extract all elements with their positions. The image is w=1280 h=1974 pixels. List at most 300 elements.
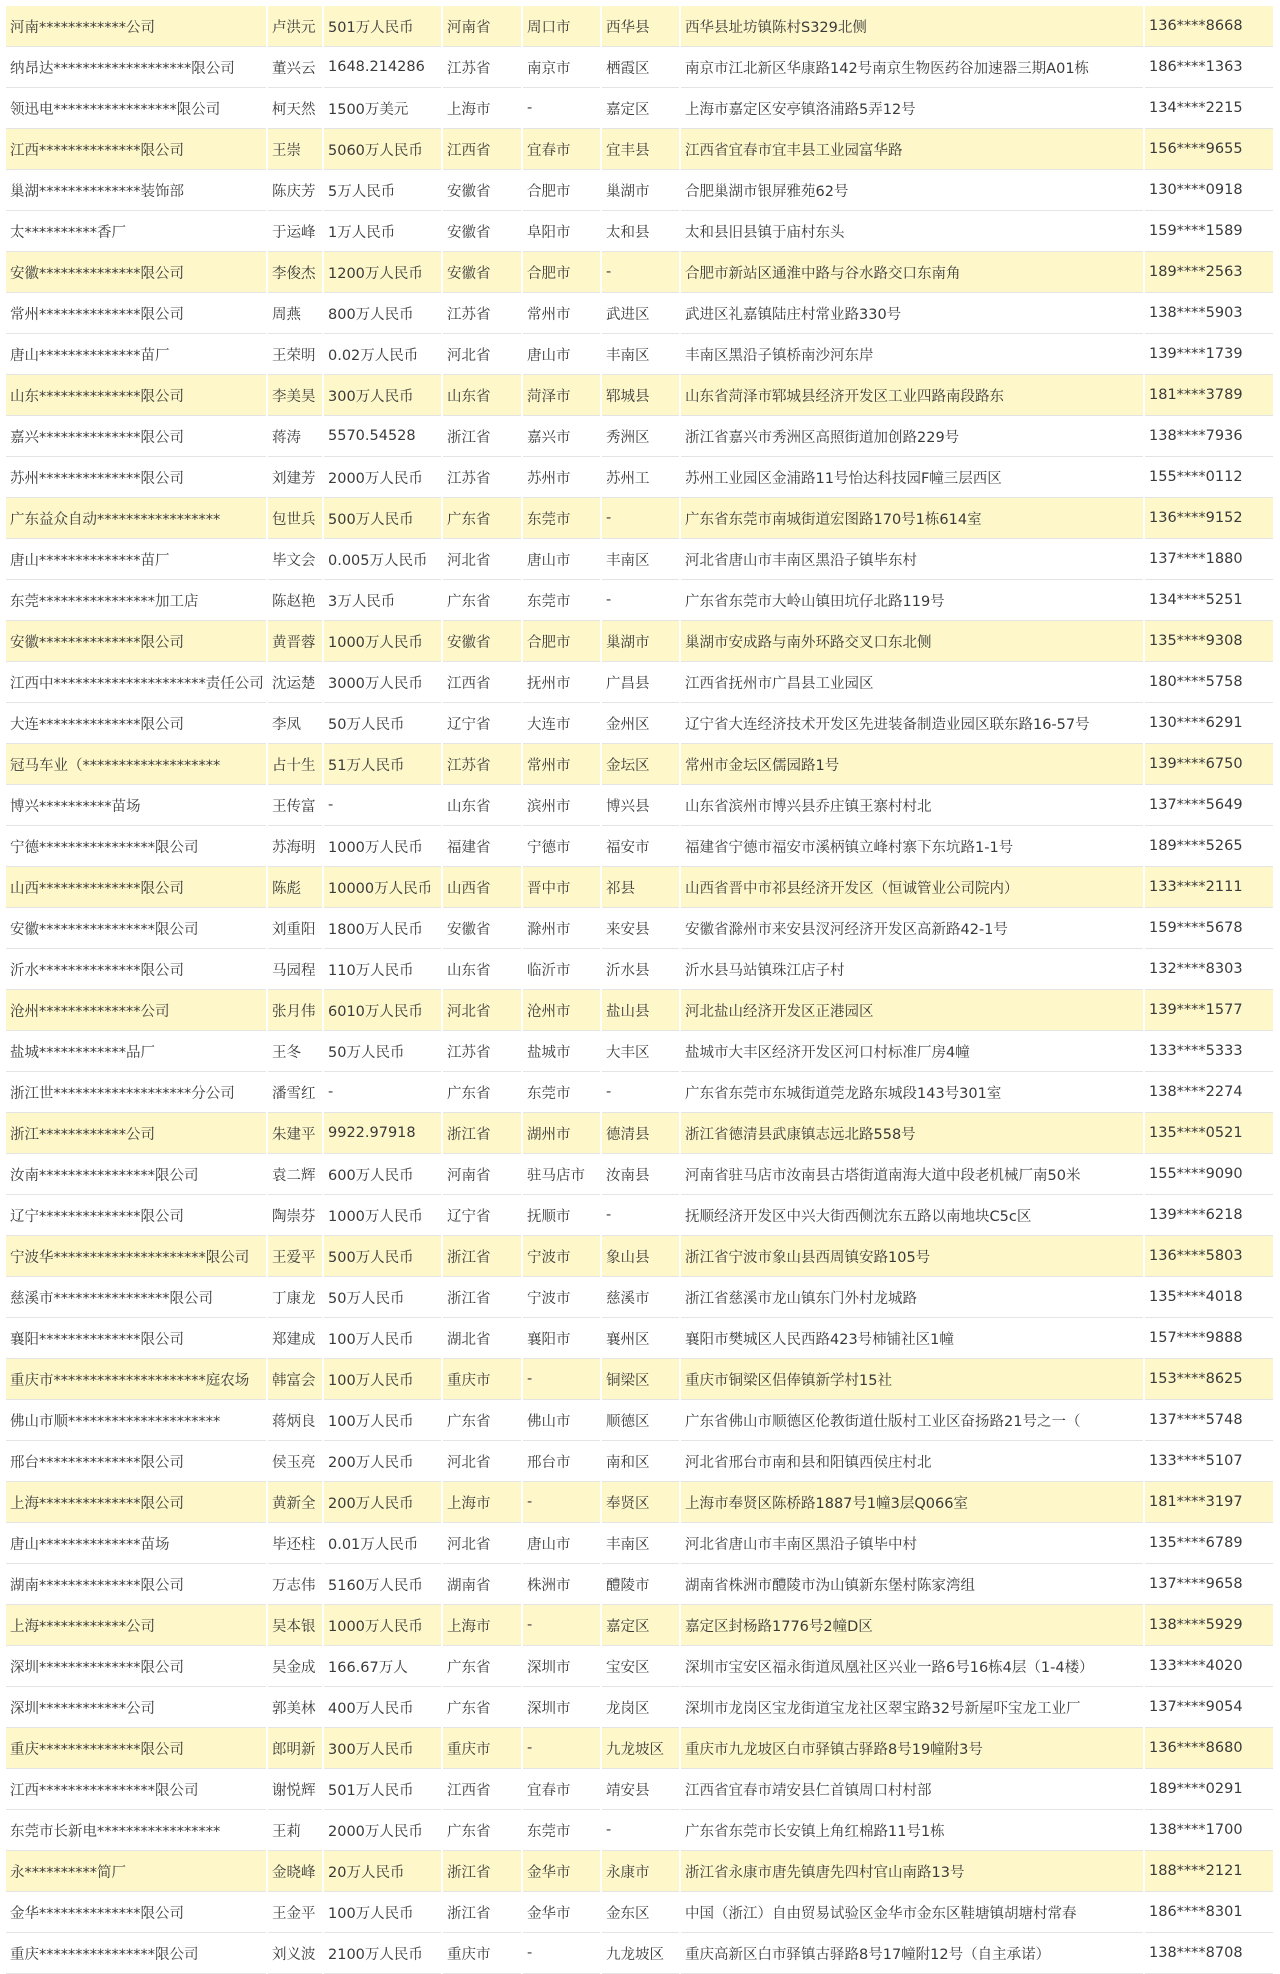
company-name-cell: 慈溪市****************限公司	[6, 1277, 267, 1318]
phone-cell: 133****4020	[1144, 1646, 1274, 1687]
province-cell: 福建省	[442, 826, 522, 867]
district-cell: 襄州区	[601, 1318, 680, 1359]
table-row	[6, 826, 1274, 867]
company-name-cell: 邢台**************限公司	[6, 1441, 267, 1482]
phone-cell: 181****3789	[1144, 375, 1274, 416]
legal-rep-cell: 李凤	[267, 703, 323, 744]
registered-capital-cell: 166.67万人	[323, 1646, 442, 1687]
company-name-cell: 巢湖**************装饰部	[6, 170, 267, 211]
legal-rep-cell: 董兴云	[267, 47, 323, 88]
table-row	[6, 334, 1274, 375]
registered-capital-cell: 1000万人民币	[323, 621, 442, 662]
table-row	[6, 47, 1274, 88]
address-cell: 巢湖市安成路与南外环路交叉口东北侧	[680, 621, 1144, 662]
table-row	[6, 908, 1274, 949]
address-cell: 河北省唐山市丰南区黑沿子镇毕东村	[680, 539, 1144, 580]
province-cell: 浙江省	[442, 1851, 522, 1892]
legal-rep-cell: 朱建平	[267, 1113, 323, 1154]
address-cell: 合肥市新站区通淮中路与谷水路交口东南角	[680, 252, 1144, 293]
legal-rep-cell: 卢洪元	[267, 6, 323, 47]
district-cell: 祁县	[601, 867, 680, 908]
table-row	[6, 416, 1274, 457]
registered-capital-cell: 50万人民币	[323, 703, 442, 744]
phone-cell: 189****0291	[1144, 1769, 1274, 1810]
registered-capital-cell: 51万人民币	[323, 744, 442, 785]
table-row	[6, 621, 1274, 662]
district-cell: -	[601, 252, 680, 293]
registered-capital-cell: 100万人民币	[323, 1892, 442, 1933]
city-cell: 株洲市	[522, 1564, 601, 1605]
legal-rep-cell: 刘义波	[267, 1933, 323, 1974]
district-cell: 慈溪市	[601, 1277, 680, 1318]
phone-cell: 153****8625	[1144, 1359, 1274, 1400]
legal-rep-cell: 王荣明	[267, 334, 323, 375]
table-row	[6, 1646, 1274, 1687]
district-cell: 宝安区	[601, 1646, 680, 1687]
company-name-cell: 东莞市长新电*****************	[6, 1810, 267, 1851]
table-row	[6, 1687, 1274, 1728]
table-row	[6, 1277, 1274, 1318]
phone-cell: 138****5903	[1144, 293, 1274, 334]
legal-rep-cell: 于运峰	[267, 211, 323, 252]
province-cell: 山西省	[442, 867, 522, 908]
province-cell: 安徽省	[442, 252, 522, 293]
province-cell: 山东省	[442, 949, 522, 990]
province-cell: 辽宁省	[442, 1195, 522, 1236]
district-cell: 铜梁区	[601, 1359, 680, 1400]
table-row	[6, 457, 1274, 498]
city-cell: -	[522, 1482, 601, 1523]
city-cell: -	[522, 1605, 601, 1646]
company-name-cell: 常州**************限公司	[6, 293, 267, 334]
district-cell: 丰南区	[601, 1523, 680, 1564]
company-table-container	[6, 6, 1274, 1974]
district-cell: 巢湖市	[601, 621, 680, 662]
address-cell: 河南省驻马店市汝南县古塔街道南海大道中段老机械厂南50米	[680, 1154, 1144, 1195]
phone-cell: 137****9054	[1144, 1687, 1274, 1728]
district-cell: 顺德区	[601, 1400, 680, 1441]
legal-rep-cell: 周燕	[267, 293, 323, 334]
city-cell: 沧州市	[522, 990, 601, 1031]
district-cell: 丰南区	[601, 334, 680, 375]
city-cell: 合肥市	[522, 252, 601, 293]
phone-cell: 136****9152	[1144, 498, 1274, 539]
district-cell: 宜丰县	[601, 129, 680, 170]
company-name-cell: 浙江世*******************分公司	[6, 1072, 267, 1113]
legal-rep-cell: 陶崇芬	[267, 1195, 323, 1236]
address-cell: 武进区礼嘉镇陆庄村常业路330号	[680, 293, 1144, 334]
address-cell: 山东省滨州市博兴县乔庄镇王寨村村北	[680, 785, 1144, 826]
address-cell: 苏州工业园区金浦路11号怡达科技园F幢三层西区	[680, 457, 1144, 498]
city-cell: 湖州市	[522, 1113, 601, 1154]
address-cell: 湖南省株洲市醴陵市沩山镇新东堡村陈家湾组	[680, 1564, 1144, 1605]
table-row	[6, 1318, 1274, 1359]
district-cell: 奉贤区	[601, 1482, 680, 1523]
legal-rep-cell: 吴本银	[267, 1605, 323, 1646]
registered-capital-cell: 5060万人民币	[323, 129, 442, 170]
registered-capital-cell: 500万人民币	[323, 1236, 442, 1277]
address-cell: 辽宁省大连经济技术开发区先进装备制造业园区联东路16-57号	[680, 703, 1144, 744]
province-cell: 上海市	[442, 1605, 522, 1646]
district-cell: 金州区	[601, 703, 680, 744]
phone-cell: 137****5748	[1144, 1400, 1274, 1441]
address-cell: 福建省宁德市福安市溪柄镇立峰村寨下东坑路1-1号	[680, 826, 1144, 867]
registered-capital-cell: -	[323, 1072, 442, 1113]
city-cell: 晋中市	[522, 867, 601, 908]
registered-capital-cell: 300万人民币	[323, 1728, 442, 1769]
city-cell: 合肥市	[522, 170, 601, 211]
registered-capital-cell: 50万人民币	[323, 1031, 442, 1072]
company-name-cell: 上海************公司	[6, 1605, 267, 1646]
province-cell: 江西省	[442, 1769, 522, 1810]
company-name-cell: 重庆****************限公司	[6, 1933, 267, 1974]
province-cell: 湖南省	[442, 1564, 522, 1605]
province-cell: 广东省	[442, 580, 522, 621]
registered-capital-cell: 200万人民币	[323, 1482, 442, 1523]
city-cell: 东莞市	[522, 1072, 601, 1113]
company-name-cell: 领迅电*****************限公司	[6, 88, 267, 129]
province-cell: 山东省	[442, 375, 522, 416]
company-name-cell: 深圳************公司	[6, 1687, 267, 1728]
phone-cell: 186****8301	[1144, 1892, 1274, 1933]
address-cell: 浙江省永康市唐先镇唐先四村官山南路13号	[680, 1851, 1144, 1892]
province-cell: 山东省	[442, 785, 522, 826]
registered-capital-cell: 501万人民币	[323, 6, 442, 47]
legal-rep-cell: 包世兵	[267, 498, 323, 539]
phone-cell: 138****2274	[1144, 1072, 1274, 1113]
registered-capital-cell: 1000万人民币	[323, 1195, 442, 1236]
table-row	[6, 662, 1274, 703]
company-name-cell: 重庆市*********************庭农场	[6, 1359, 267, 1400]
city-cell: 唐山市	[522, 539, 601, 580]
company-name-cell: 太**********香厂	[6, 211, 267, 252]
address-cell: 江西省宜春市靖安县仁首镇周口村村部	[680, 1769, 1144, 1810]
company-name-cell: 东莞****************加工店	[6, 580, 267, 621]
province-cell: 浙江省	[442, 1113, 522, 1154]
address-cell: 河北省唐山市丰南区黑沿子镇毕中村	[680, 1523, 1144, 1564]
address-cell: 抚顺经济开发区中兴大街西侧沈东五路以南地块C5c区	[680, 1195, 1144, 1236]
table-row	[6, 211, 1274, 252]
address-cell: 重庆高新区白市驿镇古驿路8号17幢附12号（自主承诺）	[680, 1933, 1144, 1974]
city-cell: 盐城市	[522, 1031, 601, 1072]
province-cell: 上海市	[442, 88, 522, 129]
address-cell: 广东省东莞市东城街道莞龙路东城段143号301室	[680, 1072, 1144, 1113]
legal-rep-cell: 袁二辉	[267, 1154, 323, 1195]
district-cell: 太和县	[601, 211, 680, 252]
company-name-cell: 宁德****************限公司	[6, 826, 267, 867]
legal-rep-cell: 吴金成	[267, 1646, 323, 1687]
registered-capital-cell: 0.01万人民币	[323, 1523, 442, 1564]
registered-capital-cell: 2000万人民币	[323, 457, 442, 498]
district-cell: 秀洲区	[601, 416, 680, 457]
table-row	[6, 990, 1274, 1031]
address-cell: 山东省菏泽市郓城县经济开发区工业四路南段路东	[680, 375, 1144, 416]
company-name-cell: 盐城************品厂	[6, 1031, 267, 1072]
phone-cell: 139****1739	[1144, 334, 1274, 375]
address-cell: 广东省东莞市长安镇上角红棉路11号1栋	[680, 1810, 1144, 1851]
table-row	[6, 1564, 1274, 1605]
city-cell: 邢台市	[522, 1441, 601, 1482]
phone-cell: 135****9308	[1144, 621, 1274, 662]
table-row	[6, 88, 1274, 129]
table-row	[6, 785, 1274, 826]
city-cell: 宜春市	[522, 1769, 601, 1810]
district-cell: 靖安县	[601, 1769, 680, 1810]
address-cell: 上海市嘉定区安亭镇洛浦路5弄12号	[680, 88, 1144, 129]
company-name-cell: 纳昂达*******************限公司	[6, 47, 267, 88]
legal-rep-cell: 李俊杰	[267, 252, 323, 293]
registered-capital-cell: 2000万人民币	[323, 1810, 442, 1851]
company-name-cell: 辽宁**************限公司	[6, 1195, 267, 1236]
district-cell: 象山县	[601, 1236, 680, 1277]
city-cell: 菏泽市	[522, 375, 601, 416]
company-name-cell: 浙江************公司	[6, 1113, 267, 1154]
company-name-cell: 安徽**************限公司	[6, 252, 267, 293]
district-cell: 博兴县	[601, 785, 680, 826]
district-cell: 广昌县	[601, 662, 680, 703]
legal-rep-cell: 王莉	[267, 1810, 323, 1851]
address-cell: 广东省东莞市大岭山镇田坑仔北路119号	[680, 580, 1144, 621]
address-cell: 常州市金坛区儒园路1号	[680, 744, 1144, 785]
table-row	[6, 252, 1274, 293]
address-cell: 太和县旧县镇于庙村东头	[680, 211, 1144, 252]
city-cell: 宁波市	[522, 1277, 601, 1318]
registered-capital-cell: 501万人民币	[323, 1769, 442, 1810]
city-cell: 抚州市	[522, 662, 601, 703]
city-cell: 深圳市	[522, 1646, 601, 1687]
company-name-cell: 宁波华*********************限公司	[6, 1236, 267, 1277]
phone-cell: 136****5803	[1144, 1236, 1274, 1277]
legal-rep-cell: 刘重阳	[267, 908, 323, 949]
phone-cell: 138****1700	[1144, 1810, 1274, 1851]
table-row	[6, 1031, 1274, 1072]
registered-capital-cell: 300万人民币	[323, 375, 442, 416]
company-name-cell: 冠马车业（*******************	[6, 744, 267, 785]
legal-rep-cell: 刘建芳	[267, 457, 323, 498]
phone-cell: 189****5265	[1144, 826, 1274, 867]
city-cell: 滨州市	[522, 785, 601, 826]
table-row	[6, 1892, 1274, 1933]
province-cell: 安徽省	[442, 211, 522, 252]
province-cell: 重庆市	[442, 1359, 522, 1400]
legal-rep-cell: 万志伟	[267, 1564, 323, 1605]
province-cell: 广东省	[442, 1810, 522, 1851]
table-row	[6, 703, 1274, 744]
legal-rep-cell: 马园程	[267, 949, 323, 990]
legal-rep-cell: 王崇	[267, 129, 323, 170]
address-cell: 西华县址坊镇陈村S329北侧	[680, 6, 1144, 47]
company-name-cell: 博兴**********苗场	[6, 785, 267, 826]
district-cell: 沂水县	[601, 949, 680, 990]
table-row	[6, 1605, 1274, 1646]
registered-capital-cell: 1000万人民币	[323, 826, 442, 867]
province-cell: 广东省	[442, 1072, 522, 1113]
phone-cell: 155****9090	[1144, 1154, 1274, 1195]
address-cell: 浙江省德清县武康镇志远北路558号	[680, 1113, 1144, 1154]
company-name-cell: 唐山**************苗厂	[6, 539, 267, 580]
address-cell: 江西省宜春市宜丰县工业园富华路	[680, 129, 1144, 170]
province-cell: 河北省	[442, 990, 522, 1031]
district-cell: 大丰区	[601, 1031, 680, 1072]
legal-rep-cell: 侯玉亮	[267, 1441, 323, 1482]
legal-rep-cell: 金晓峰	[267, 1851, 323, 1892]
district-cell: 来安县	[601, 908, 680, 949]
company-name-cell: 安徽**************限公司	[6, 621, 267, 662]
province-cell: 浙江省	[442, 416, 522, 457]
company-name-cell: 上海**************限公司	[6, 1482, 267, 1523]
address-cell: 深圳市龙岗区宝龙街道宝龙社区翠宝路32号新屋吓宝龙工业厂	[680, 1687, 1144, 1728]
address-cell: 安徽省滁州市来安县汊河经济开发区高新路42-1号	[680, 908, 1144, 949]
province-cell: 广东省	[442, 1687, 522, 1728]
province-cell: 江苏省	[442, 47, 522, 88]
registered-capital-cell: -	[323, 785, 442, 826]
company-name-cell: 大连**************限公司	[6, 703, 267, 744]
district-cell: 龙岗区	[601, 1687, 680, 1728]
district-cell: 盐山县	[601, 990, 680, 1031]
table-row	[6, 375, 1274, 416]
company-name-cell: 重庆**************限公司	[6, 1728, 267, 1769]
company-name-cell: 安徽****************限公司	[6, 908, 267, 949]
phone-cell: 189****2563	[1144, 252, 1274, 293]
company-name-cell: 永**********简厂	[6, 1851, 267, 1892]
phone-cell: 135****0521	[1144, 1113, 1274, 1154]
registered-capital-cell: 0.02万人民币	[323, 334, 442, 375]
address-cell: 江西省抚州市广昌县工业园区	[680, 662, 1144, 703]
address-cell: 山西省晋中市祁县经济开发区（恒诚管业公司院内）	[680, 867, 1144, 908]
company-table	[6, 6, 1275, 1974]
legal-rep-cell: 蒋涛	[267, 416, 323, 457]
district-cell: -	[601, 1072, 680, 1113]
city-cell: 襄阳市	[522, 1318, 601, 1359]
phone-cell: 138****7936	[1144, 416, 1274, 457]
phone-cell: 132****8303	[1144, 949, 1274, 990]
table-row	[6, 293, 1274, 334]
registered-capital-cell: 2100万人民币	[323, 1933, 442, 1974]
registered-capital-cell: 110万人民币	[323, 949, 442, 990]
table-row	[6, 1810, 1274, 1851]
province-cell: 江西省	[442, 129, 522, 170]
table-row	[6, 6, 1274, 47]
address-cell: 重庆市铜梁区侣俸镇新学村15社	[680, 1359, 1144, 1400]
city-cell: 临沂市	[522, 949, 601, 990]
registered-capital-cell: 100万人民币	[323, 1318, 442, 1359]
province-cell: 江苏省	[442, 457, 522, 498]
address-cell: 浙江省慈溪市龙山镇东门外村龙城路	[680, 1277, 1144, 1318]
province-cell: 浙江省	[442, 1236, 522, 1277]
legal-rep-cell: 陈彪	[267, 867, 323, 908]
company-name-cell: 广东益众自动*****************	[6, 498, 267, 539]
province-cell: 河南省	[442, 6, 522, 47]
table-body	[6, 6, 1274, 1974]
phone-cell: 134****5251	[1144, 580, 1274, 621]
city-cell: 宁波市	[522, 1236, 601, 1277]
address-cell: 广东省东莞市南城街道宏图路170号1栋614室	[680, 498, 1144, 539]
city-cell: 周口市	[522, 6, 601, 47]
phone-cell: 138****5929	[1144, 1605, 1274, 1646]
province-cell: 浙江省	[442, 1277, 522, 1318]
registered-capital-cell: 1500万美元	[323, 88, 442, 129]
legal-rep-cell: 丁康龙	[267, 1277, 323, 1318]
table-row	[6, 1728, 1274, 1769]
company-name-cell: 襄阳**************限公司	[6, 1318, 267, 1359]
province-cell: 江苏省	[442, 293, 522, 334]
table-row	[6, 1400, 1274, 1441]
phone-cell: 134****2215	[1144, 88, 1274, 129]
legal-rep-cell: 郭美林	[267, 1687, 323, 1728]
city-cell: 常州市	[522, 744, 601, 785]
phone-cell: 138****8708	[1144, 1933, 1274, 1974]
registered-capital-cell: 100万人民币	[323, 1400, 442, 1441]
registered-capital-cell: 1200万人民币	[323, 252, 442, 293]
legal-rep-cell: 陈庆芳	[267, 170, 323, 211]
legal-rep-cell: 苏海明	[267, 826, 323, 867]
registered-capital-cell: 100万人民币	[323, 1359, 442, 1400]
table-row	[6, 1769, 1274, 1810]
city-cell: 宁德市	[522, 826, 601, 867]
province-cell: 安徽省	[442, 908, 522, 949]
table-row	[6, 1359, 1274, 1400]
city-cell: 驻马店市	[522, 1154, 601, 1195]
registered-capital-cell: 1800万人民币	[323, 908, 442, 949]
phone-cell: 181****3197	[1144, 1482, 1274, 1523]
district-cell: 德清县	[601, 1113, 680, 1154]
registered-capital-cell: 20万人民币	[323, 1851, 442, 1892]
company-name-cell: 嘉兴**************限公司	[6, 416, 267, 457]
phone-cell: 139****1577	[1144, 990, 1274, 1031]
table-row	[6, 129, 1274, 170]
table-row	[6, 744, 1274, 785]
legal-rep-cell: 王金平	[267, 1892, 323, 1933]
company-name-cell: 江西****************限公司	[6, 1769, 267, 1810]
city-cell: 滁州市	[522, 908, 601, 949]
legal-rep-cell: 李美昊	[267, 375, 323, 416]
phone-cell: 135****6789	[1144, 1523, 1274, 1564]
table-row	[6, 170, 1274, 211]
address-cell: 浙江省宁波市象山县西周镇安路105号	[680, 1236, 1144, 1277]
city-cell: 苏州市	[522, 457, 601, 498]
city-cell: 抚顺市	[522, 1195, 601, 1236]
address-cell: 南京市江北新区华康路142号南京生物医药谷加速器三期A01栋	[680, 47, 1144, 88]
company-name-cell: 山西**************限公司	[6, 867, 267, 908]
city-cell: 常州市	[522, 293, 601, 334]
district-cell: 金东区	[601, 1892, 680, 1933]
registered-capital-cell: 1000万人民币	[323, 1605, 442, 1646]
registered-capital-cell: 5160万人民币	[323, 1564, 442, 1605]
province-cell: 辽宁省	[442, 703, 522, 744]
province-cell: 江苏省	[442, 1031, 522, 1072]
table-row	[6, 1236, 1274, 1277]
address-cell: 浙江省嘉兴市秀洲区高照街道加创路229号	[680, 416, 1144, 457]
registered-capital-cell: 5万人民币	[323, 170, 442, 211]
city-cell: 合肥市	[522, 621, 601, 662]
phone-cell: 133****2111	[1144, 867, 1274, 908]
phone-cell: 136****8668	[1144, 6, 1274, 47]
city-cell: 唐山市	[522, 1523, 601, 1564]
city-cell: 阜阳市	[522, 211, 601, 252]
legal-rep-cell: 张月伟	[267, 990, 323, 1031]
phone-cell: 135****4018	[1144, 1277, 1274, 1318]
province-cell: 湖北省	[442, 1318, 522, 1359]
city-cell: -	[522, 88, 601, 129]
phone-cell: 159****1589	[1144, 211, 1274, 252]
city-cell: 金华市	[522, 1851, 601, 1892]
province-cell: 广东省	[442, 1400, 522, 1441]
legal-rep-cell: 毕还柱	[267, 1523, 323, 1564]
registered-capital-cell: 400万人民币	[323, 1687, 442, 1728]
legal-rep-cell: 陈赵艳	[267, 580, 323, 621]
district-cell: 醴陵市	[601, 1564, 680, 1605]
legal-rep-cell: 沈运楚	[267, 662, 323, 703]
